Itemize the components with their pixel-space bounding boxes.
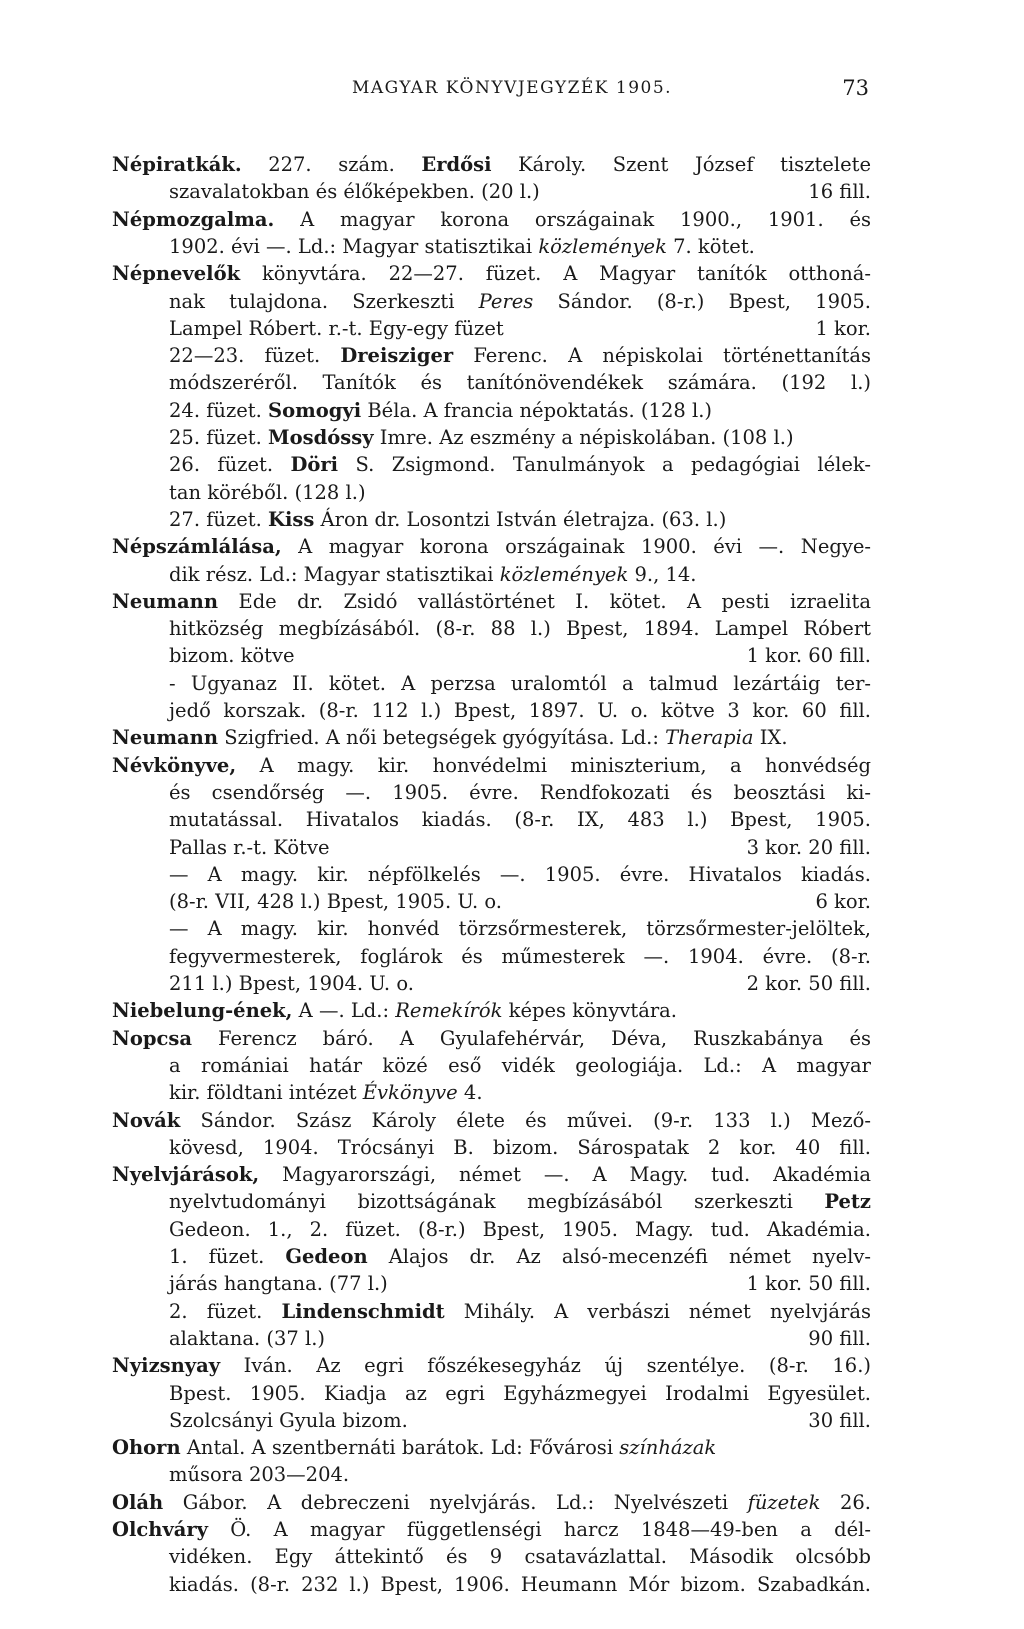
- line-text: Antal. A szentbernáti barátok. Ld: Fővárosi: [180, 1436, 620, 1459]
- text-line: [112, 1491, 871, 1515]
- line-text: Sándor. Szász Károly élete és művei. (9-r. 133 l.) Mező-: [180, 1109, 871, 1132]
- text-line: [169, 644, 871, 668]
- line-text: A magyar korona országainak 1900. évi —. Negye-: [281, 535, 871, 558]
- text-line: [169, 917, 871, 941]
- text-line: [112, 1518, 871, 1542]
- series-title: színházak: [619, 1436, 717, 1459]
- line-text: jedő korszak. (8-r. 112 l.) Bpest, 1897. U. o. kötve 3 kor. 60 fill.: [169, 699, 871, 722]
- line-text: Ede dr. Zsidó vallástörténet I. kötet. A pesti izraelita: [218, 590, 871, 613]
- text-line: [169, 836, 871, 860]
- text-line: [169, 1218, 871, 1242]
- text-line: [169, 781, 871, 805]
- entry-name: Nopcsa: [112, 1027, 192, 1050]
- text-line: [169, 890, 871, 914]
- line-text: Béla. A francia népoktatás. (128 l.): [361, 399, 713, 422]
- text-line: [169, 399, 871, 423]
- line-text: nak tulajdona. Szerkeszti: [169, 290, 479, 313]
- line-text: a romániai határ közé eső vidék geologiája. Ld.: A magyar: [169, 1054, 871, 1077]
- page-header: [0, 78, 1024, 108]
- line-text: 26. füzet.: [169, 453, 291, 476]
- series-title: közlemények: [499, 563, 629, 586]
- text-line: [169, 699, 871, 723]
- line-text: — A magy. kir. honvéd törzsőrmesterek, törzsőrmester-jelöltek,: [169, 917, 871, 940]
- text-line: [169, 180, 871, 204]
- entry-name: Dreisziger: [340, 344, 454, 367]
- line-text: Szolcsányi Gyula bizom.: [169, 1409, 408, 1432]
- text-line: [169, 1463, 871, 1487]
- line-text: nyelvtudományi bizottságának megbízásából szerkeszti: [169, 1190, 825, 1213]
- line-text: műsora 203—204.: [169, 1463, 350, 1486]
- text-line: [169, 1245, 871, 1269]
- series-title: Remekírók: [395, 999, 503, 1022]
- text-line: [169, 426, 871, 450]
- text-line: [112, 153, 871, 177]
- entry-name: Népszámlálása,: [112, 535, 282, 558]
- text-line: [169, 344, 871, 368]
- price: 30 fill.: [808, 1409, 871, 1432]
- text-line: [169, 1545, 871, 1569]
- line-text: Magyarországi, német —. A Magy. tud. Akadémia: [259, 1163, 871, 1186]
- line-text: Lampel Róbert. r.-t. Egy-egy füzet: [169, 317, 504, 340]
- text-line: [169, 1272, 871, 1296]
- text-line: [169, 453, 871, 477]
- entry-name: Ohorn: [112, 1436, 181, 1459]
- text-line: [169, 863, 871, 887]
- line-text: kövesd, 1904. Trócsányi B. bizom. Sárospatak 2 kor. 40 fill.: [169, 1136, 871, 1159]
- line-text: képes könyvtára.: [502, 999, 677, 1022]
- price: 1 kor.: [815, 317, 871, 340]
- entry-name: Olchváry: [112, 1518, 209, 1541]
- running-head: MAGYAR KÖNYVJEGYZÉK 1905.: [351, 78, 673, 98]
- price: 1 kor. 50 fill.: [746, 1272, 871, 1295]
- text-line: [169, 945, 871, 969]
- line-text: A —. Ld.:: [292, 999, 396, 1022]
- text-line: [112, 262, 871, 286]
- text-line: [112, 208, 871, 232]
- text-line: [169, 617, 871, 641]
- line-text: Iván. Az egri főszékesegyház új szentélye. (8-r. 16.): [220, 1354, 871, 1377]
- text-line: [169, 1409, 871, 1433]
- line-text: 25. füzet.: [169, 426, 269, 449]
- text-line: [169, 1382, 871, 1406]
- text-line: [169, 1190, 871, 1214]
- line-text: Alajos dr. Az alsó-mecenzéfi német nyelv-: [367, 1245, 871, 1268]
- line-text: fegyvermesterek, foglárok és műmesterek —. 1904. évre. (8-r.: [169, 945, 871, 968]
- text-line: [169, 808, 871, 832]
- line-text: könyvtára. 22—27. füzet. A Magyar tanítók otthoná-: [240, 262, 871, 285]
- line-text: vidéken. Egy áttekintő és 9 csatavázlattal. Második olcsóbb: [169, 1545, 871, 1568]
- line-text: Szigfried. A női betegségek gyógyítása. Ld.:: [218, 726, 666, 749]
- price: 90 fill.: [808, 1327, 871, 1350]
- line-text: Gedeon. 1., 2. füzet. (8-r.) Bpest, 1905. Magy. tud. Akadémia.: [169, 1218, 871, 1241]
- line-text: mutatással. Hivatalos kiadás. (8-r. IX, 483 l.) Bpest, 1905.: [169, 808, 871, 831]
- text-line: [112, 1354, 871, 1378]
- entry-name: Névkönyve,: [112, 754, 237, 777]
- text-line: [169, 1136, 871, 1160]
- entry-name: Nyelvjárások,: [112, 1163, 260, 1186]
- text-line: [169, 290, 871, 314]
- line-text: hitközség megbízásából. (8-r. 88 l.) Bpest, 1894. Lampel Róbert: [169, 617, 871, 640]
- text-line: [112, 1436, 871, 1460]
- text-line: [169, 1300, 871, 1324]
- line-text: kir. földtani intézet: [169, 1081, 363, 1104]
- text-line: [112, 1163, 871, 1187]
- entry-name: Mosdóssy: [268, 426, 374, 449]
- entry-name: Nyizsnyay: [112, 1354, 221, 1377]
- line-text: 7. kötet.: [666, 235, 755, 258]
- line-text: dik rész. Ld.: Magyar statisztikai: [169, 563, 500, 586]
- entry-name: Népmozgalma.: [112, 208, 275, 231]
- line-text: (8-r. VII, 428 l.) Bpest, 1905. U. o.: [169, 890, 502, 913]
- entry-name: Kiss: [268, 508, 315, 531]
- line-text: 2. füzet.: [169, 1300, 282, 1323]
- line-text: 211 l.) Bpest, 1904. U. o.: [169, 972, 414, 995]
- text-line: [112, 754, 871, 778]
- line-text: 24. füzet.: [169, 399, 269, 422]
- entry-name: Niebelung-ének,: [112, 999, 293, 1022]
- line-text: Ö. A magyar függetlenségi harcz 1848—49-ben a dél-: [208, 1518, 871, 1541]
- line-text: Pallas r.-t. Kötve: [169, 836, 330, 859]
- series-title: Therapia: [665, 726, 754, 749]
- line-text: 9., 14.: [628, 563, 697, 586]
- line-text: bizom. kötve: [169, 644, 295, 667]
- entry-name: Erdősi: [421, 153, 492, 176]
- line-text: A magyar korona országainak 1900., 1901. és: [274, 208, 871, 231]
- line-text: Áron dr. Losontzi István életrajza. (63. l.): [314, 508, 727, 531]
- text-line: [169, 1327, 871, 1351]
- line-text: és csendőrség —. 1905. évre. Rendfokozati és beosztási ki-: [169, 781, 871, 804]
- text-line: [169, 317, 871, 341]
- text-line: [169, 672, 871, 696]
- line-text: 26.: [820, 1491, 871, 1514]
- page-number: 73: [842, 76, 869, 100]
- text-line: [169, 371, 871, 395]
- entry-name: Döri: [290, 453, 339, 476]
- line-text: IX.: [753, 726, 788, 749]
- line-text: 27. füzet.: [169, 508, 269, 531]
- line-text: A magy. kir. honvédelmi miniszterium, a honvédség: [236, 754, 871, 777]
- entry-name: Neumann: [112, 726, 219, 749]
- line-text: 227. szám.: [241, 153, 422, 176]
- series-title: füzetek: [747, 1491, 821, 1514]
- text-line: [169, 972, 871, 996]
- line-text: Gábor. A debreczeni nyelvjárás. Ld.: Nyelvészeti: [163, 1491, 748, 1514]
- line-text: járás hangtana. (77 l.): [169, 1272, 388, 1295]
- entry-name: Neumann: [112, 590, 219, 613]
- line-text: 4.: [457, 1081, 483, 1104]
- line-text: szavalatokban és élőképekben. (20 l.): [169, 180, 540, 203]
- line-text: 22—23. füzet.: [169, 344, 341, 367]
- series-title: Peres: [478, 290, 534, 313]
- text-line: [169, 481, 871, 505]
- text-line: [112, 535, 871, 559]
- line-text: — A magy. kir. népfölkelés —. 1905. évre. Hivatalos kiadás.: [169, 863, 871, 886]
- price: 6 kor.: [815, 890, 871, 913]
- line-text: Bpest. 1905. Kiadja az egri Egyházmegyei Irodalmi Egyesület.: [169, 1382, 871, 1405]
- price: 1 kor. 60 fill.: [746, 644, 871, 667]
- line-text: alaktana. (37 l.): [169, 1327, 326, 1350]
- text-line: [169, 235, 871, 259]
- line-text: Ferenc. A népiskolai történettanítás: [453, 344, 871, 367]
- entry-name: Népiratkák.: [112, 153, 242, 176]
- line-text: Imre. Az eszmény a népiskolában. (108 l.): [373, 426, 794, 449]
- price: 3 kor. 20 fill.: [746, 836, 871, 859]
- entry-name: Népnevelők: [112, 262, 241, 285]
- text-line: [169, 563, 871, 587]
- text-line: [112, 999, 871, 1023]
- text-line: [112, 1109, 871, 1133]
- entry-name: Oláh: [112, 1491, 164, 1514]
- line-text: 1902. évi —. Ld.: Magyar statisztikai: [169, 235, 539, 258]
- price: 16 fill.: [808, 180, 871, 203]
- text-line: [169, 1054, 871, 1078]
- line-text: 1. füzet.: [169, 1245, 286, 1268]
- entry-name: Gedeon: [285, 1245, 368, 1268]
- line-text: - Ugyanaz II. kötet. A perzsa uralomtól a talmud lezártáig ter-: [169, 672, 871, 695]
- entry-name: Petz: [824, 1190, 871, 1213]
- series-title: közlemények: [538, 235, 667, 258]
- text-line: [169, 508, 871, 532]
- entry-name: Somogyi: [268, 399, 362, 422]
- line-text: Sándor. (8-r.) Bpest, 1905.: [533, 290, 871, 313]
- line-text: tan köréből. (128 l.): [169, 481, 366, 504]
- text-line: [169, 1573, 871, 1597]
- line-text: S. Zsigmond. Tanulmányok a pedagógiai lélek-: [338, 453, 871, 476]
- text-line: [112, 590, 871, 614]
- line-text: Károly. Szent József tisztelete: [491, 153, 871, 176]
- text-line: [169, 1081, 871, 1105]
- entry-name: Novák: [112, 1109, 181, 1132]
- line-text: kiadás. (8-r. 232 l.) Bpest, 1906. Heumann Mór bizom. Szabadkán.: [169, 1573, 871, 1596]
- line-text: Ferencz báró. A Gyulafehérvár, Déva, Ruszkabánya és: [191, 1027, 871, 1050]
- line-text: Mihály. A verbászi német nyelvjárás: [444, 1300, 871, 1323]
- series-title: Évkönyve: [362, 1081, 458, 1104]
- line-text: módszeréről. Tanítók és tanítónövendékek számára. (192 l.): [169, 371, 871, 394]
- text-line: [112, 726, 871, 750]
- text-line: [112, 1027, 871, 1051]
- price: 2 kor. 50 fill.: [746, 972, 871, 995]
- entry-name: Lindenschmidt: [281, 1300, 445, 1323]
